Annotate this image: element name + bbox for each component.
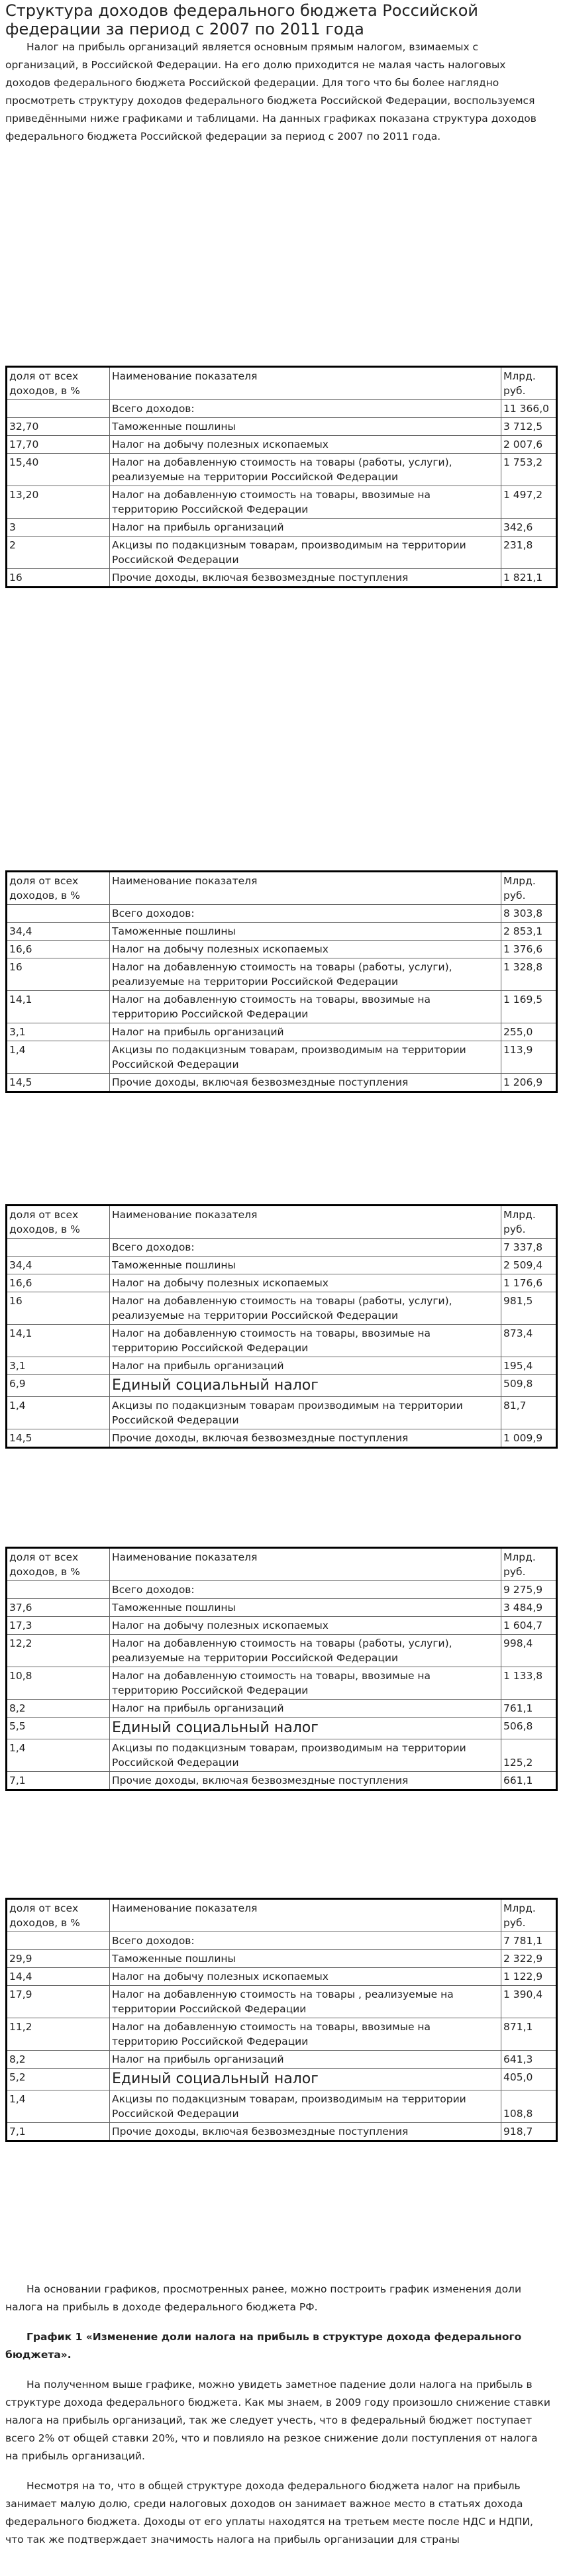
amount-cell: 2 322,9	[501, 1950, 557, 1968]
conclusion-paragraph-3: Несмотря на то, что в общей структуре дохода федерального бюджета налог на прибыль занимает малую долю, среди налоговых доходов он занимает важное место в статьях дохода федерального бюджета. Доходы от его уплаты находятся на третьем месте после НДС и НДПИ, что так же подтверждает значимость налога на прибыль организации для страны	[5, 2480, 533, 2546]
header-cell: доля от всех доходов, в %	[7, 1206, 110, 1239]
share-cell	[7, 905, 110, 923]
share-cell: 8,2	[7, 2051, 110, 2069]
amount-cell: 1 328,8	[501, 958, 557, 991]
share-cell	[7, 400, 110, 418]
share-cell: 11,2	[7, 2018, 110, 2051]
share-cell: 14,5	[7, 1429, 110, 1448]
amount-cell: 1 376,6	[501, 941, 557, 958]
table-row	[7, 1968, 557, 1986]
table-row	[7, 1429, 557, 1448]
amount-cell: 641,3	[501, 2051, 557, 2069]
table-row	[7, 1599, 557, 1617]
amount-cell: 661,1	[501, 1772, 557, 1790]
amount-cell: 1 133,8	[501, 1667, 557, 1700]
amount-cell: 3 484,9	[501, 1599, 557, 1617]
table-row	[7, 1023, 557, 1041]
share-cell: 14,1	[7, 991, 110, 1023]
header-cell: Наименование показателя	[110, 872, 501, 905]
table-row	[7, 1950, 557, 1968]
share-cell: 1,4	[7, 1397, 110, 1429]
indicator-cell: Таможенные пошлины	[110, 1257, 501, 1274]
table-row	[7, 1772, 557, 1790]
table-row	[7, 569, 557, 588]
table-row	[7, 400, 557, 418]
amount-cell: 1 206,9	[501, 1074, 557, 1092]
indicator-cell: Налог на прибыль организаций	[110, 1357, 501, 1375]
indicator-cell: Таможенные пошлины	[110, 923, 501, 941]
share-cell: 5,2	[7, 2069, 110, 2090]
table-row	[7, 2051, 557, 2069]
share-cell: 16	[7, 958, 110, 991]
share-cell: 15,40	[7, 454, 110, 486]
share-cell: 17,9	[7, 1986, 110, 2018]
table-row	[7, 537, 557, 569]
indicator-cell: Налог на добавленную стоимость на товары, ввозимые на территорию Российской Федерации	[110, 991, 501, 1023]
share-cell: 13,20	[7, 486, 110, 519]
amount-cell: 125,2	[501, 1739, 557, 1772]
share-cell: 34,4	[7, 923, 110, 941]
table-row	[7, 454, 557, 486]
amount-cell: 1 176,6	[501, 1274, 557, 1292]
amount-cell: 1 497,2	[501, 486, 557, 519]
share-cell: 12,2	[7, 1635, 110, 1667]
indicator-cell: Акцизы по подакцизным товарам, производимым на территории Российской Федерации	[110, 2090, 501, 2123]
amount-cell: 405,0	[501, 2069, 557, 2090]
table-row	[7, 1718, 557, 1739]
amount-cell: 9 275,9	[501, 1581, 557, 1599]
share-cell: 14,5	[7, 1074, 110, 1092]
table-row	[7, 1257, 557, 1274]
table-row	[7, 1074, 557, 1092]
amount-cell: 8 303,8	[501, 905, 557, 923]
share-cell: 7,1	[7, 1772, 110, 1790]
indicator-cell: Прочие доходы, включая безвозмездные поступления	[110, 569, 501, 588]
amount-cell: 1 821,1	[501, 569, 557, 588]
amount-cell: 1 604,7	[501, 1617, 557, 1635]
indicator-cell: Акцизы по подакцизным товарам, производимым на территории Российской Федерации	[110, 537, 501, 569]
indicator-cell: Налог на добавленную стоимость на товары (работы, услуги), реализуемые на территории Российской Федерации	[110, 958, 501, 991]
amount-cell: 7 337,8	[501, 1239, 557, 1257]
share-cell: 2	[7, 537, 110, 569]
table-row	[7, 1617, 557, 1635]
indicator-cell: Налог на добычу полезных ископаемых	[110, 1968, 501, 1986]
indicator-cell: Налог на добавленную стоимость на товары , реализуемые на территории Российской Федерации	[110, 1986, 501, 2018]
indicator-cell: Всего доходов:	[110, 1239, 501, 1257]
table-row	[7, 1932, 557, 1950]
table-row	[7, 923, 557, 941]
amount-cell: 3 712,5	[501, 418, 557, 436]
table-row	[7, 2123, 557, 2141]
amount-cell: 1 169,5	[501, 991, 557, 1023]
indicator-cell: Всего доходов:	[110, 905, 501, 923]
graph-caption: График 1 «Изменение доли налога на прибыль в структуре дохода федерального бюджета».	[5, 2331, 522, 2361]
table-row	[7, 1739, 557, 1772]
amount-cell: 506,8	[501, 1718, 557, 1739]
share-cell: 17,70	[7, 436, 110, 454]
indicator-cell: Прочие доходы, включая безвозмездные поступления	[110, 1429, 501, 1448]
conclusion-paragraph-1: На основании графиков, просмотренных ранее, можно построить график изменения доли налога на прибыль в доходе федерального бюджета РФ.	[5, 2283, 522, 2313]
header-cell: Млрд. руб.	[501, 1899, 557, 1932]
share-cell: 34,4	[7, 1257, 110, 1274]
amount-cell: 1 390,4	[501, 1986, 557, 2018]
header-cell: Млрд. руб.	[501, 872, 557, 905]
header-cell: Наименование показателя	[110, 1548, 501, 1581]
revenue-table-4	[5, 1547, 558, 1791]
share-cell: 29,9	[7, 1950, 110, 1968]
page-title: Структура доходов федерального бюджета Российской федерации за период с 2007 по 2011 года	[5, 1, 479, 38]
share-cell: 16	[7, 569, 110, 588]
amount-cell: 1 122,9	[501, 1968, 557, 1986]
table-row	[7, 1357, 557, 1375]
indicator-cell: Налог на добавленную стоимость на товары (работы, услуги), реализуемые на территории Российской Федерации	[110, 1292, 501, 1325]
indicator-cell: Налог на прибыль организаций	[110, 1023, 501, 1041]
indicator-cell: Акцизы по подакцизным товарам, производимым на территории Российской Федерации	[110, 1739, 501, 1772]
share-cell: 37,6	[7, 1599, 110, 1617]
table-row	[7, 2018, 557, 2051]
indicator-cell: Единый социальный налог	[110, 1375, 501, 1397]
intro-paragraph: Налог на прибыль организаций является основным прямым налогом, взимаемых с организаций, в Российской Федерации. На его долю приходится не малая часть налоговых доходов федерального бюджета Российской федерации. Для того что бы более наглядно просмотреть структуру доходов федерального бюджета Российской Федерации, воспользуемся приведёнными ниже графиками и таблицами. На данных графиках показана структура доходов федерального бюджета Российской федерации за период с 2007 по 2011 года.	[5, 41, 536, 142]
amount-cell: 11 366,0	[501, 400, 557, 418]
indicator-cell: Таможенные пошлины	[110, 418, 501, 436]
table-row	[7, 1274, 557, 1292]
indicator-cell: Таможенные пошлины	[110, 1599, 501, 1617]
share-cell: 6,9	[7, 1375, 110, 1397]
indicator-cell: Единый социальный налог	[110, 2069, 501, 2090]
table-header-row	[7, 1548, 557, 1581]
share-cell	[7, 1239, 110, 1257]
indicator-cell: Налог на добычу полезных ископаемых	[110, 1617, 501, 1635]
table-row	[7, 1667, 557, 1700]
amount-cell: 2 509,4	[501, 1257, 557, 1274]
share-cell: 1,4	[7, 1739, 110, 1772]
amount-cell: 981,5	[501, 1292, 557, 1325]
amount-cell: 2 853,1	[501, 923, 557, 941]
indicator-cell: Налог на прибыль организаций	[110, 1700, 501, 1718]
table-row	[7, 941, 557, 958]
table-row	[7, 418, 557, 436]
share-cell: 3	[7, 519, 110, 537]
amount-cell: 1 753,2	[501, 454, 557, 486]
amount-cell: 509,8	[501, 1375, 557, 1397]
share-cell: 14,1	[7, 1325, 110, 1357]
table-row	[7, 958, 557, 991]
table-row	[7, 1375, 557, 1397]
indicator-cell: Акцизы по подакцизным товарам, производимым на территории Российской Федерации	[110, 1041, 501, 1074]
table-row	[7, 486, 557, 519]
amount-cell: 342,6	[501, 519, 557, 537]
share-cell: 17,3	[7, 1617, 110, 1635]
table-row	[7, 1581, 557, 1599]
conclusion-paragraph-2: На полученном выше графике, можно увидеть заметное падение доли налога на прибыль в структуре дохода федерального бюджета. Как мы знаем, в 2009 году произошло снижение ставки налога на прибыль организаций, так же следует учесть, что в федеральный бюджет поступает всего 2% от общей ставки 20%, что и повлияло на резкое снижение доли поступления от налога на прибыль организаций.	[5, 2379, 550, 2462]
amount-cell: 113,9	[501, 1041, 557, 1074]
table-row	[7, 1041, 557, 1074]
revenue-table-5	[5, 1898, 558, 2142]
revenue-table-2	[5, 870, 558, 1093]
table-header-row	[7, 872, 557, 905]
indicator-cell: Прочие доходы, включая безвозмездные поступления	[110, 2123, 501, 2141]
indicator-cell: Всего доходов:	[110, 1581, 501, 1599]
indicator-cell: Прочие доходы, включая безвозмездные поступления	[110, 1772, 501, 1790]
header-cell: Наименование показателя	[110, 1206, 501, 1239]
table-row	[7, 1700, 557, 1718]
amount-cell: 998,4	[501, 1635, 557, 1667]
indicator-cell: Таможенные пошлины	[110, 1950, 501, 1968]
indicator-cell: Налог на добычу полезных ископаемых	[110, 436, 501, 454]
indicator-cell: Единый социальный налог	[110, 1718, 501, 1739]
table-row	[7, 1635, 557, 1667]
share-cell	[7, 1581, 110, 1599]
table-header-row	[7, 367, 557, 400]
amount-cell: 255,0	[501, 1023, 557, 1041]
table-row	[7, 991, 557, 1023]
indicator-cell: Налог на добавленную стоимость на товары, ввозимые на территорию Российской Федерации	[110, 1325, 501, 1357]
header-cell: доля от всех доходов, в %	[7, 1899, 110, 1932]
share-cell: 3,1	[7, 1357, 110, 1375]
table-row	[7, 905, 557, 923]
table-row	[7, 1986, 557, 2018]
indicator-cell: Налог на добавленную стоимость на товары, ввозимые на территорию Российской Федерации	[110, 1667, 501, 1700]
revenue-table-1	[5, 366, 558, 588]
conclusion-section	[0, 2281, 561, 2561]
share-cell: 32,70	[7, 418, 110, 436]
share-cell: 8,2	[7, 1700, 110, 1718]
indicator-cell: Налог на добавленную стоимость на товары, ввозимые на территорию Российской Федерации	[110, 2018, 501, 2051]
amount-cell: 918,7	[501, 2123, 557, 2141]
amount-cell: 871,1	[501, 2018, 557, 2051]
share-cell: 1,4	[7, 2090, 110, 2123]
header-cell: Млрд. руб.	[501, 367, 557, 400]
share-cell: 16	[7, 1292, 110, 1325]
header-cell: Млрд. руб.	[501, 1206, 557, 1239]
table-row	[7, 519, 557, 537]
amount-cell: 108,8	[501, 2090, 557, 2123]
amount-cell: 7 781,1	[501, 1932, 557, 1950]
header-cell: доля от всех доходов, в %	[7, 872, 110, 905]
header-cell: доля от всех доходов, в %	[7, 1548, 110, 1581]
revenue-table-3	[5, 1204, 558, 1449]
amount-cell: 231,8	[501, 537, 557, 569]
indicator-cell: Налог на добавленную стоимость на товары (работы, услуги), реализуемые на территории Российской Федерации	[110, 454, 501, 486]
share-cell	[7, 1932, 110, 1950]
table-row	[7, 1239, 557, 1257]
amount-cell: 2 007,6	[501, 436, 557, 454]
amount-cell: 81,7	[501, 1397, 557, 1429]
share-cell: 5,5	[7, 1718, 110, 1739]
share-cell: 3,1	[7, 1023, 110, 1041]
share-cell: 10,8	[7, 1667, 110, 1700]
amount-cell: 873,4	[501, 1325, 557, 1357]
header-cell: Наименование показателя	[110, 1899, 501, 1932]
table-header-row	[7, 1206, 557, 1239]
header-cell: Млрд. руб.	[501, 1548, 557, 1581]
indicator-cell: Прочие доходы, включая безвозмездные поступления	[110, 1074, 501, 1092]
amount-cell: 1 009,9	[501, 1429, 557, 1448]
indicator-cell: Налог на добычу полезных ископаемых	[110, 1274, 501, 1292]
share-cell: 7,1	[7, 2123, 110, 2141]
indicator-cell: Налог на добычу полезных ископаемых	[110, 941, 501, 958]
table-row	[7, 1292, 557, 1325]
header-cell: доля от всех доходов, в %	[7, 367, 110, 400]
header-cell: Наименование показателя	[110, 367, 501, 400]
table-row	[7, 1397, 557, 1429]
table-row	[7, 1325, 557, 1357]
indicator-cell: Акцизы по подакцизным товарам производимым на территории Российской Федерации	[110, 1397, 501, 1429]
share-cell: 14,4	[7, 1968, 110, 1986]
amount-cell: 195,4	[501, 1357, 557, 1375]
share-cell: 16,6	[7, 1274, 110, 1292]
indicator-cell: Налог на прибыль организаций	[110, 519, 501, 537]
indicator-cell: Налог на прибыль организаций	[110, 2051, 501, 2069]
table-header-row	[7, 1899, 557, 1932]
share-cell: 16,6	[7, 941, 110, 958]
indicator-cell: Всего доходов:	[110, 400, 501, 418]
table-row	[7, 436, 557, 454]
share-cell: 1,4	[7, 1041, 110, 1074]
indicator-cell: Налог на добавленную стоимость на товары (работы, услуги), реализуемые на территории Российской Федерации	[110, 1635, 501, 1667]
table-row	[7, 2069, 557, 2090]
indicator-cell: Налог на добавленную стоимость на товары, ввозимые на территорию Российской Федерации	[110, 486, 501, 519]
amount-cell: 761,1	[501, 1700, 557, 1718]
table-row	[7, 2090, 557, 2123]
indicator-cell: Всего доходов:	[110, 1932, 501, 1950]
